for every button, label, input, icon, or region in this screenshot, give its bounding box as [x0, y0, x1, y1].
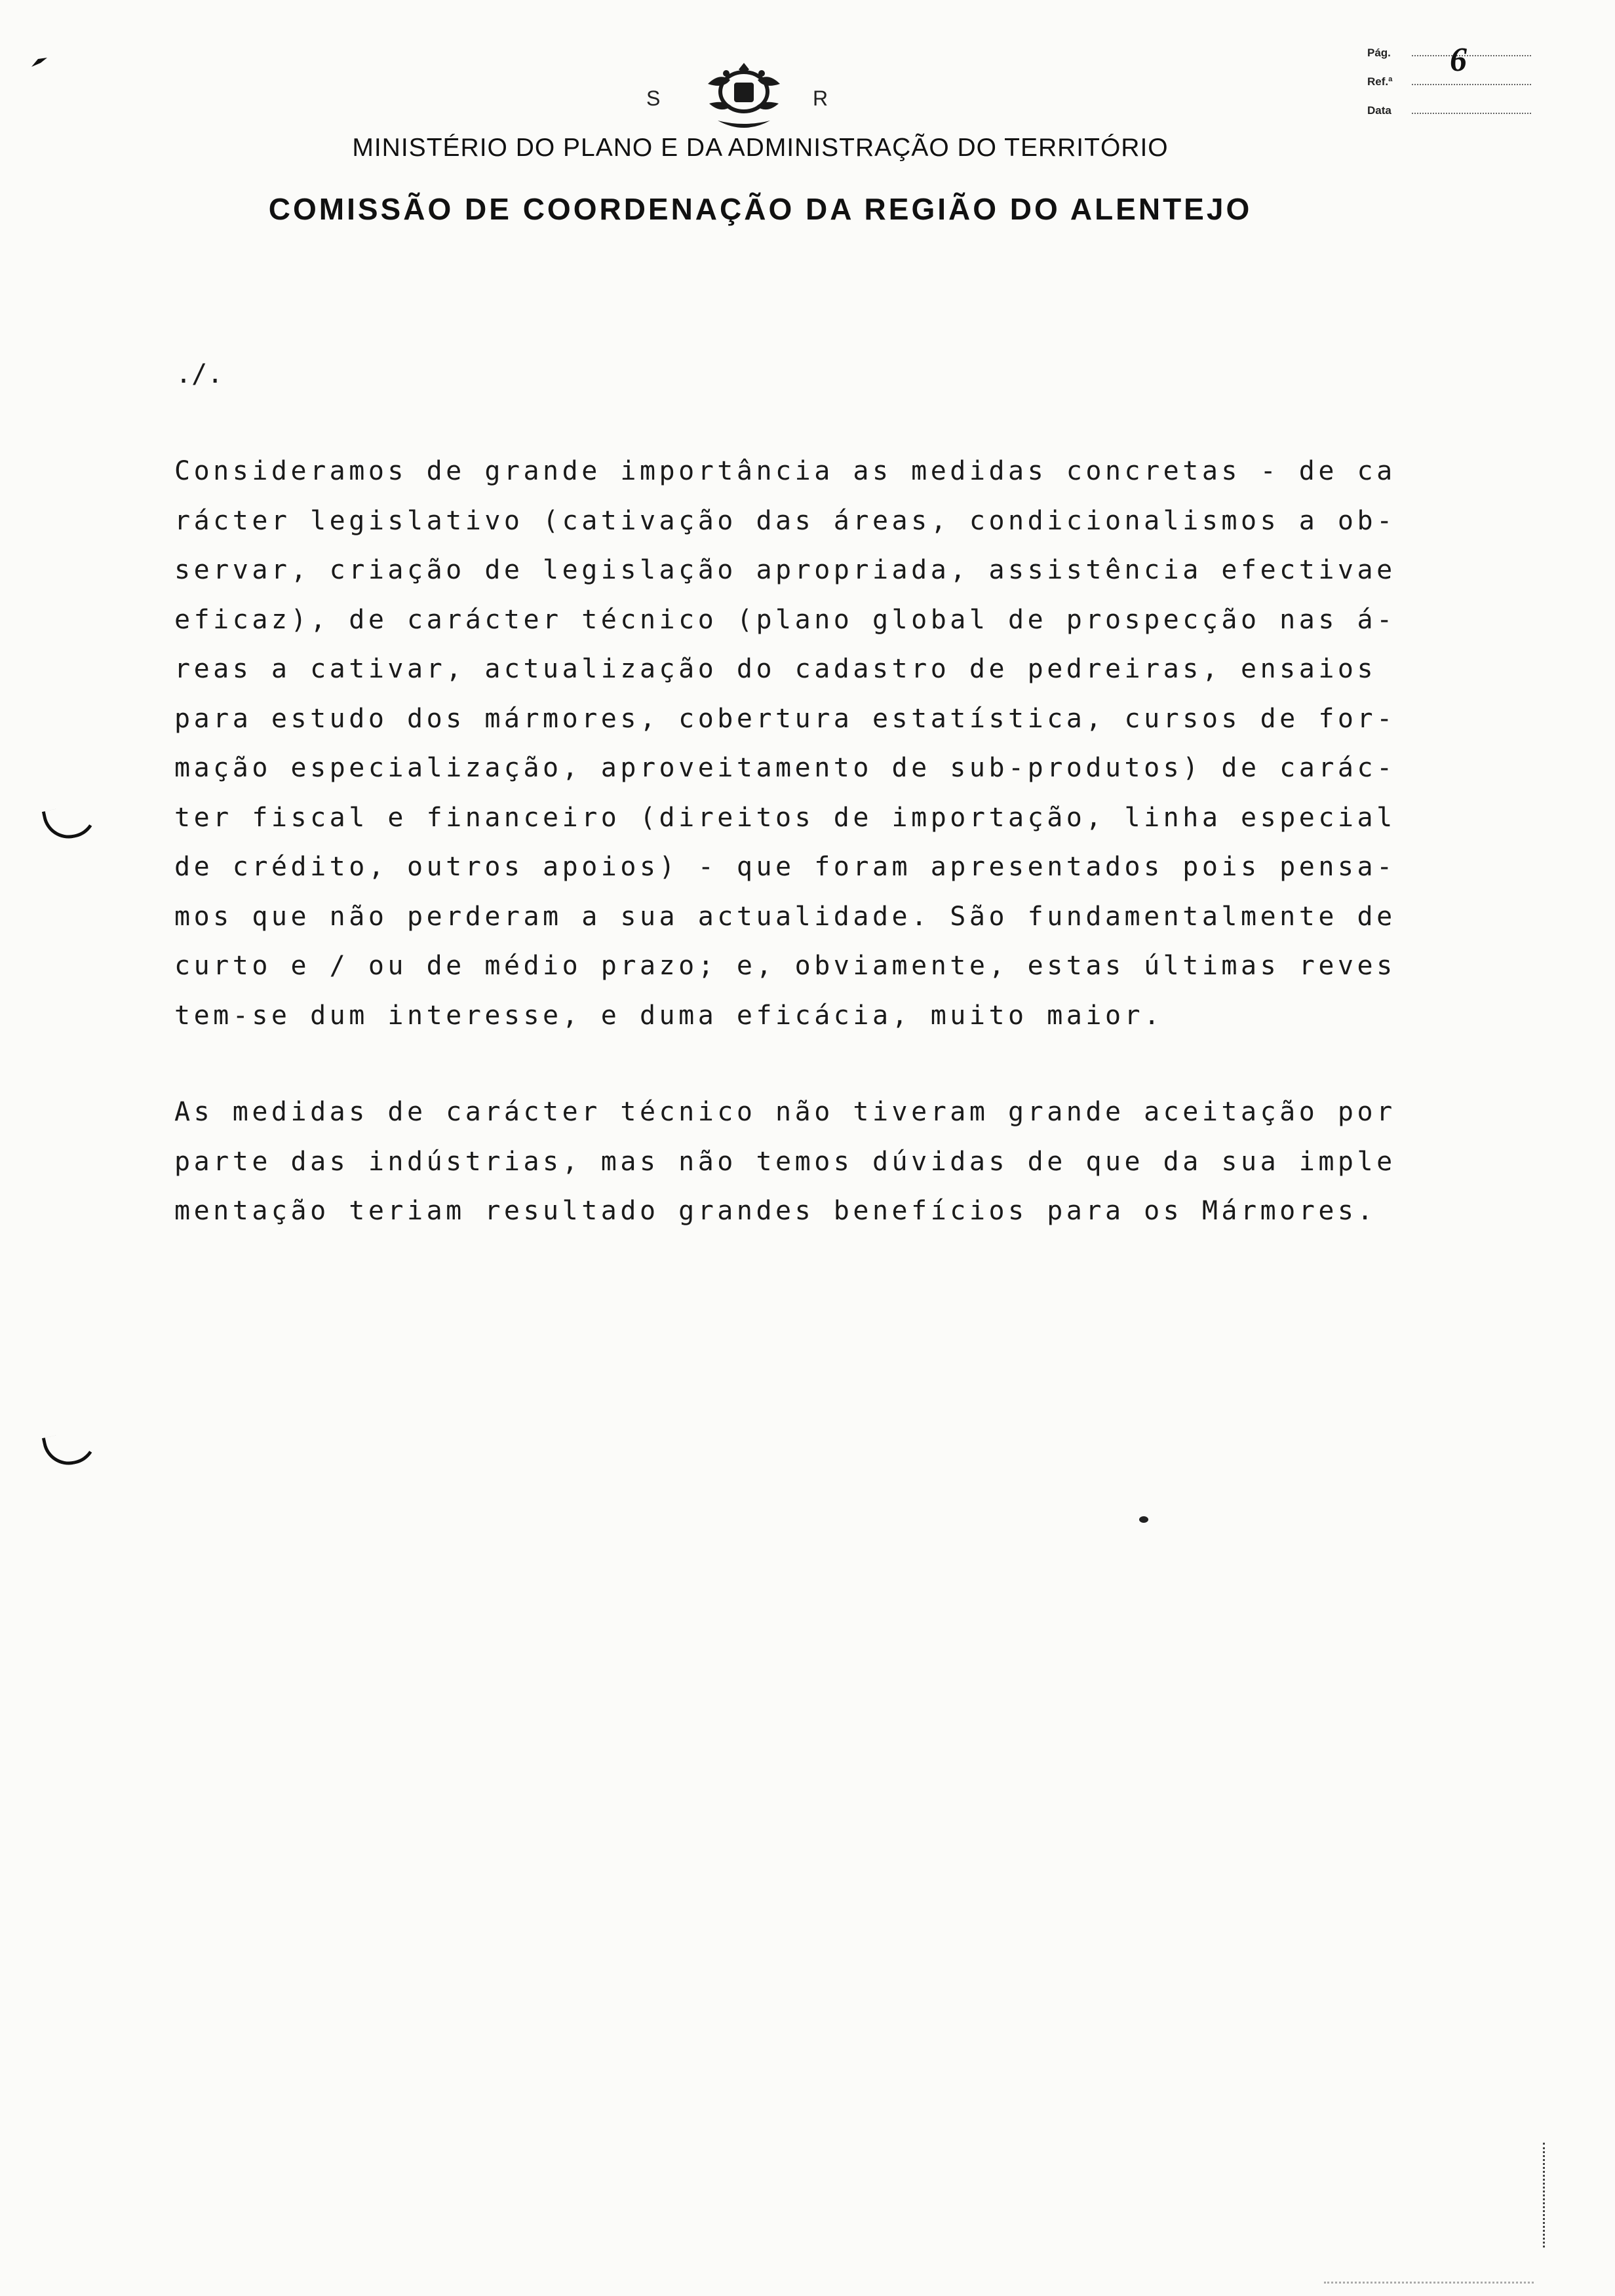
text-line: de crédito, outros apoios) - que foram apresentados pois pensa- — [174, 852, 1396, 882]
text-line: parte das indústrias, mas não temos dúvidas de que da sua imple — [174, 1146, 1396, 1177]
text-line: reas a cativar, actualização do cadastro de pedreiras, ensaios — [174, 654, 1377, 684]
ref-field — [1367, 75, 1531, 104]
scan-edge-mark — [1543, 2143, 1547, 2248]
margin-bracket-icon — [42, 1427, 101, 1470]
text-line: servar, criação de legislação apropriada, assistência efectivae — [174, 555, 1396, 585]
seal-left-letter: S — [646, 86, 661, 110]
margin-bracket-icon — [42, 801, 101, 843]
margin-tick-icon — [31, 58, 47, 67]
page-dots — [1412, 46, 1531, 56]
text-line: mentação teriam resultado grandes benefícios para os Mármores. — [174, 1196, 1377, 1226]
continuation-mark: ./. — [176, 359, 224, 389]
ministry-heading: MINISTÉRIO DO PLANO E DA ADMINISTRAÇÃO DO TERRITÓRIO — [352, 134, 1169, 162]
reference-box — [1367, 46, 1531, 132]
date-label: Data — [1367, 104, 1391, 117]
text-line: Consideramos de grande importância as medidas concretas - de ca — [174, 456, 1396, 486]
ink-dot-icon — [1139, 1516, 1148, 1523]
text-line: ter fiscal e financeiro (direitos de importação, linha especial — [174, 802, 1396, 833]
date-dots — [1412, 104, 1531, 114]
ref-label: Ref.ª — [1367, 75, 1393, 88]
commission-heading: COMISSÃO DE COORDENAÇÃO DA REGIÃO DO ALENTEJO — [268, 192, 1253, 226]
text-line: As medidas de carácter técnico não tiveram grande aceitação por — [174, 1097, 1396, 1127]
text-line: eficaz), de carácter técnico (plano global de prospecção nas á- — [174, 604, 1396, 635]
coat-of-arms-icon — [695, 58, 793, 135]
page-field — [1367, 46, 1531, 75]
page-number: 6 — [1450, 41, 1467, 79]
seal-right-letter: R — [813, 86, 828, 110]
text-line: para estudo dos mármores, cobertura estatística, cursos de for- — [174, 703, 1396, 734]
text-line: mos que não perderam a sua actualidade. São fundamentalmente de — [174, 901, 1396, 932]
text-line: tem-se dum interesse, e duma eficácia, muito maior. — [174, 1000, 1163, 1031]
text-line: curto e / ou de médio prazo; e, obviamente, estas últimas reves — [174, 951, 1396, 981]
paragraph-1 — [174, 447, 1439, 1041]
ref-dots — [1412, 75, 1531, 85]
scan-edge-mark — [1324, 2282, 1534, 2286]
header-seal — [616, 58, 918, 136]
date-field — [1367, 104, 1531, 132]
text-line: rácter legislativo (cativação das áreas, condicionalismos a ob- — [174, 505, 1396, 536]
paragraph-2 — [174, 1088, 1439, 1236]
page-label: Pág. — [1367, 47, 1391, 59]
text-line: mação especialização, aproveitamento de sub-produtos) de carác- — [174, 753, 1396, 783]
